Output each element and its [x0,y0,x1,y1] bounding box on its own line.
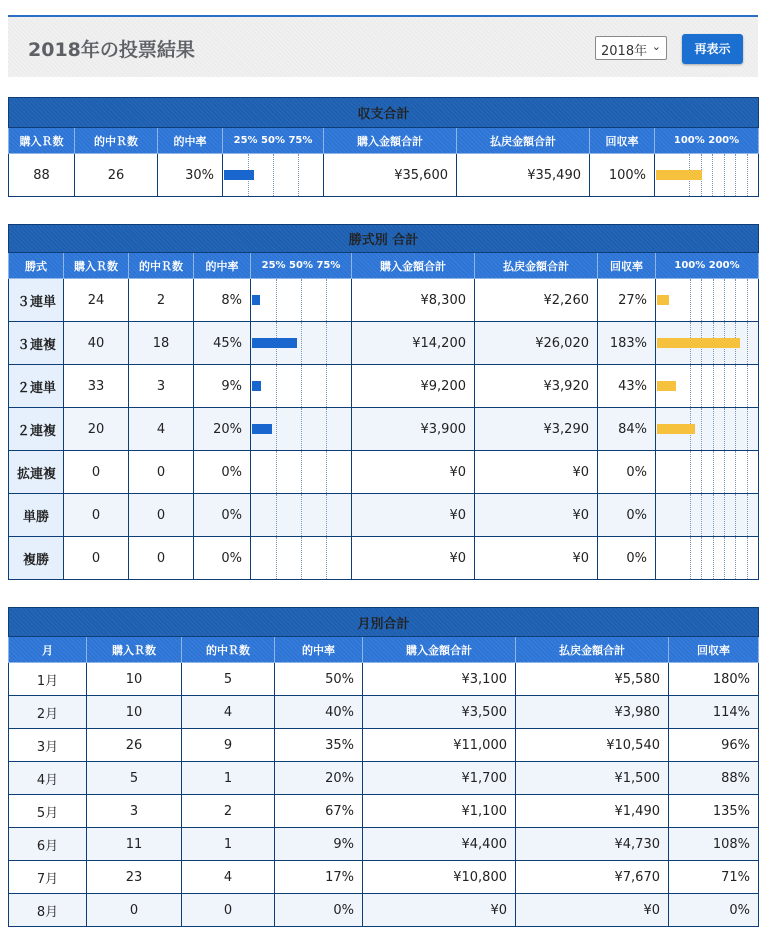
hit-rate-gauge [251,365,352,408]
col-header: 的中Ｒ数 [75,128,158,154]
recovery-rate: 88% [669,762,759,795]
hit-count: 2 [129,279,194,322]
hit-rate-bar [252,424,272,434]
gauge-gridline [276,451,277,493]
hit-count: 1 [182,762,275,795]
hit-rate: 0% [194,537,251,580]
gauge-gridline [690,279,691,321]
hit-rate: 17% [275,861,363,894]
hit-rate: 20% [194,408,251,451]
gauge-gridline [301,322,302,364]
gauge-gridline [326,494,327,536]
spent-total: ¥14,200 [352,322,475,365]
spent-total: ¥3,900 [352,408,475,451]
bought-count: 10 [87,696,182,729]
recovery-rate: 0% [598,537,656,580]
col-header: 購入Ｒ数 [9,128,75,154]
table-row [9,494,759,537]
gauge-gridline [701,537,702,579]
hit-rate-gauge [251,408,352,451]
hit-count: 26 [75,154,158,197]
recovery-rate: 0% [669,894,759,927]
col-header: 購入Ｒ数 [64,253,129,279]
month-label: 5月 [9,795,87,828]
hit-rate: 0% [275,894,363,927]
recovery-rate: 96% [669,729,759,762]
recovery-gauge [656,279,759,322]
month-label: 7月 [9,861,87,894]
recovery-gauge [656,322,759,365]
spent-total: ¥35,600 [324,154,457,197]
col-header: 25% 50% 75% [223,128,324,154]
gauge-gridline [301,408,302,450]
col-header: 勝式 [9,253,64,279]
recovery-gauge [656,408,759,451]
hit-rate: 9% [194,365,251,408]
gauge-gridline [747,494,748,536]
bet-type-label: ２連単 [9,365,64,408]
recovery-bar [656,170,702,180]
gauge-gridline [713,279,714,321]
bought-count: 20 [64,408,129,451]
gauge-gridline [701,365,702,407]
gauge-gridline [747,537,748,579]
gauge-gridline [735,537,736,579]
recovery-rate: 108% [669,828,759,861]
bet-type-label: ２連複 [9,408,64,451]
gauge-gridline [301,537,302,579]
redisplay-button[interactable]: 再表示 [682,34,743,64]
recovery-rate: 114% [669,696,759,729]
bought-count: 11 [87,828,182,861]
spent-total: ¥3,100 [363,663,516,696]
bought-count: 24 [64,279,129,322]
col-header: 払戻金額合計 [475,253,598,279]
col-header: 100% 200% [655,128,759,154]
recovery-rate: 43% [598,365,656,408]
year-select[interactable] [595,36,667,60]
hit-rate: 0% [194,494,251,537]
month-label: 1月 [9,663,87,696]
gauge-gridline [735,451,736,493]
hit-rate-gauge [251,279,352,322]
gauge-gridline [276,365,277,407]
payout-total: ¥1,490 [516,795,669,828]
gauge-gridline [724,365,725,407]
hit-rate-gauge [223,154,324,197]
gauge-gridline [724,494,725,536]
gauge-gridline [276,408,277,450]
payout-total: ¥7,670 [516,861,669,894]
hit-count: 18 [129,322,194,365]
hit-count: 4 [182,861,275,894]
payout-total: ¥0 [475,451,598,494]
bought-count: 33 [64,365,129,408]
gauge-gridline [713,408,714,450]
table-row [9,408,759,451]
gauge-gridline [701,408,702,450]
recovery-rate: 84% [598,408,656,451]
hit-rate: 50% [275,663,363,696]
bought-count: 0 [64,537,129,580]
chevron-down-icon: ⌄ [651,40,661,53]
hit-rate: 8% [194,279,251,322]
hit-count: 1 [182,828,275,861]
spent-total: ¥11,000 [363,729,516,762]
gauge-gridline [713,365,714,407]
month-label: 3月 [9,729,87,762]
hit-rate-gauge [251,451,352,494]
hit-count: 9 [182,729,275,762]
table-row [9,729,759,762]
month-label: 4月 [9,762,87,795]
gauge-gridline [724,154,725,196]
hit-count: 0 [129,494,194,537]
bought-count: 10 [87,663,182,696]
recovery-bar [657,338,740,348]
gauge-gridline [690,451,691,493]
payout-total: ¥2,260 [475,279,598,322]
col-header: 回収率 [590,128,655,154]
payout-total: ¥3,980 [516,696,669,729]
gauge-gridline [301,494,302,536]
gauge-gridline [326,408,327,450]
hit-rate: 40% [275,696,363,729]
gauge-gridline [724,408,725,450]
recovery-rate: 0% [598,494,656,537]
recovery-rate: 71% [669,861,759,894]
monthly-table [8,607,759,927]
page-title: 2018年の投票結果 [28,39,195,61]
spent-total: ¥0 [352,494,475,537]
col-header: 的中率 [158,128,223,154]
recovery-gauge [655,154,759,197]
hit-count: 0 [129,451,194,494]
recovery-rate: 27% [598,279,656,322]
gauge-gridline [690,365,691,407]
month-label: 6月 [9,828,87,861]
summary-row [9,154,759,197]
bought-count: 0 [64,494,129,537]
bet-type-label: 拡連複 [9,451,64,494]
col-header: 的中Ｒ数 [182,637,275,663]
table-row [9,322,759,365]
gauge-gridline [276,494,277,536]
gauge-gridline [747,322,748,364]
hit-rate: 35% [275,729,363,762]
hit-rate: 45% [194,322,251,365]
recovery-rate: 135% [669,795,759,828]
table-row [9,663,759,696]
col-header: 回収率 [669,637,759,663]
bet-type-label: 複勝 [9,537,64,580]
bought-count: 26 [87,729,182,762]
hit-rate-bar [224,170,254,180]
gauge-gridline [326,322,327,364]
col-header: 的中率 [275,637,363,663]
col-header: 払戻金額合計 [457,128,590,154]
col-header: 払戻金額合計 [516,637,669,663]
gauge-gridline [747,365,748,407]
year-select-value: 2018年 [601,44,648,59]
recovery-gauge [656,451,759,494]
payout-total: ¥35,490 [457,154,590,197]
gauge-gridline [747,154,748,196]
table-row [9,828,759,861]
recovery-rate: 180% [669,663,759,696]
bought-count: 88 [9,154,75,197]
gauge-gridline [276,279,277,321]
gauge-gridline [735,279,736,321]
gauge-gridline [747,408,748,450]
monthly-caption: 月別合計 [9,608,759,637]
bought-count: 0 [87,894,182,927]
hit-rate-gauge [251,322,352,365]
gauge-gridline [712,154,713,196]
table-row [9,894,759,927]
recovery-rate: 183% [598,322,656,365]
gauge-gridline [301,365,302,407]
summary-table [8,97,759,197]
spent-total: ¥8,300 [352,279,475,322]
hit-rate-bar [252,381,261,391]
gauge-gridline [326,365,327,407]
recovery-rate: 0% [598,451,656,494]
bought-count: 40 [64,322,129,365]
spent-total: ¥3,500 [363,696,516,729]
spent-total: ¥1,700 [363,762,516,795]
gauge-gridline [713,451,714,493]
col-header: 月 [9,637,87,663]
bought-count: 0 [64,451,129,494]
hit-count: 0 [182,894,275,927]
gauge-gridline [735,365,736,407]
col-header: 的中Ｒ数 [129,253,194,279]
table-row [9,279,759,322]
payout-total: ¥0 [475,494,598,537]
gauge-gridline [747,451,748,493]
summary-caption: 収支合計 [9,98,759,128]
hit-count: 4 [182,696,275,729]
bet-type-label: 単勝 [9,494,64,537]
gauge-gridline [724,279,725,321]
spent-total: ¥9,200 [352,365,475,408]
bet-type-table [8,224,759,580]
table-row [9,365,759,408]
hit-count: 5 [182,663,275,696]
hit-rate: 9% [275,828,363,861]
table-row [9,537,759,580]
bought-count: 3 [87,795,182,828]
payout-total: ¥5,580 [516,663,669,696]
payout-total: ¥26,020 [475,322,598,365]
col-header: 購入Ｒ数 [87,637,182,663]
hit-rate: 20% [275,762,363,795]
spent-total: ¥0 [363,894,516,927]
payout-total: ¥10,540 [516,729,669,762]
col-header: 回収率 [598,253,656,279]
gauge-gridline [690,494,691,536]
gauge-gridline [690,537,691,579]
table-row [9,451,759,494]
table-row [9,795,759,828]
bought-count: 5 [87,762,182,795]
hit-rate: 30% [158,154,223,197]
bet-type-caption: 勝式別 合計 [9,225,759,253]
col-header: 的中率 [194,253,251,279]
gauge-gridline [701,451,702,493]
gauge-gridline [298,154,299,196]
spent-total: ¥0 [352,451,475,494]
hit-rate-gauge [251,537,352,580]
hit-count: 2 [182,795,275,828]
month-label: 2月 [9,696,87,729]
spent-total: ¥4,400 [363,828,516,861]
gauge-gridline [735,408,736,450]
gauge-gridline [701,494,702,536]
hit-rate-bar [252,295,260,305]
spent-total: ¥0 [352,537,475,580]
gauge-gridline [713,494,714,536]
gauge-gridline [301,279,302,321]
payout-total: ¥4,730 [516,828,669,861]
hit-rate: 0% [194,451,251,494]
gauge-gridline [713,537,714,579]
recovery-bar [657,424,695,434]
col-header: 購入金額合計 [324,128,457,154]
gauge-gridline [326,451,327,493]
spent-total: ¥1,100 [363,795,516,828]
gauge-gridline [326,279,327,321]
gauge-gridline [273,154,274,196]
payout-total: ¥3,920 [475,365,598,408]
gauge-gridline [724,451,725,493]
gauge-gridline [735,494,736,536]
payout-total: ¥3,290 [475,408,598,451]
gauge-gridline [326,537,327,579]
gauge-gridline [735,154,736,196]
gauge-gridline [276,537,277,579]
hit-rate-gauge [251,494,352,537]
gauge-gridline [724,537,725,579]
recovery-bar [657,381,676,391]
bet-type-label: ３連単 [9,279,64,322]
payout-total: ¥0 [475,537,598,580]
col-header: 購入金額合計 [352,253,475,279]
gauge-gridline [701,279,702,321]
recovery-gauge [656,494,759,537]
col-header: 購入金額合計 [363,637,516,663]
col-header: 100% 200% [656,253,759,279]
gauge-gridline [747,279,748,321]
recovery-rate: 100% [590,154,655,197]
payout-total: ¥1,500 [516,762,669,795]
hit-rate: 67% [275,795,363,828]
hit-count: 3 [129,365,194,408]
hit-rate-bar [252,338,297,348]
month-label: 8月 [9,894,87,927]
page-header [8,15,758,77]
hit-count: 4 [129,408,194,451]
spent-total: ¥10,800 [363,861,516,894]
bet-type-label: ３連複 [9,322,64,365]
table-row [9,861,759,894]
col-header: 25% 50% 75% [251,253,352,279]
table-row [9,696,759,729]
recovery-bar [657,295,669,305]
table-row [9,762,759,795]
bought-count: 23 [87,861,182,894]
gauge-gridline [301,451,302,493]
recovery-gauge [656,365,759,408]
hit-count: 0 [129,537,194,580]
recovery-gauge [656,537,759,580]
payout-total: ¥0 [516,894,669,927]
